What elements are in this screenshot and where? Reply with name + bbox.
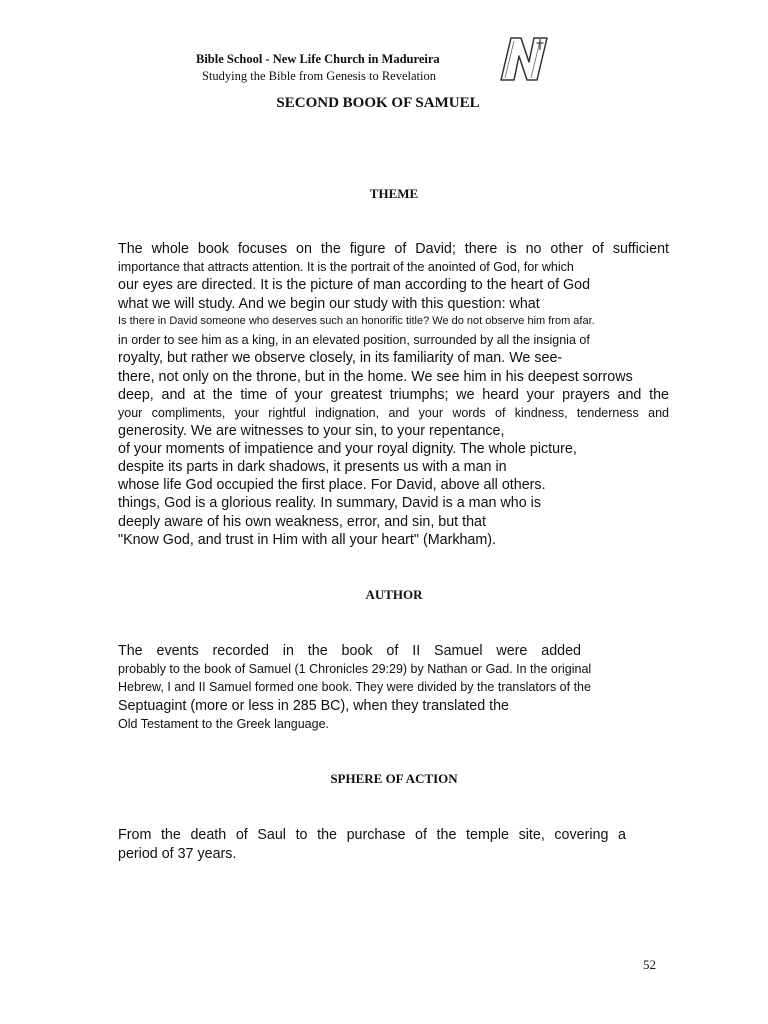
sphere-line: period of 37 years. bbox=[118, 846, 237, 862]
theme-line: things, God is a glorious reality. In summary, David is a man who is bbox=[118, 495, 541, 511]
theme-line: royalty, but rather we observe closely, in its familiarity of man. We see- bbox=[118, 350, 563, 366]
church-logo-icon bbox=[497, 34, 551, 82]
page-number: 52 bbox=[643, 957, 656, 972]
theme-line: deep, and at the time of your greatest triumphs; we heard your prayers and the bbox=[118, 387, 669, 403]
section-heading-sphere-of-action: SPHERE OF ACTION bbox=[330, 771, 458, 786]
header-subtitle: Studying the Bible from Genesis to Revelation bbox=[202, 69, 436, 83]
author-line: Hebrew, I and II Samuel formed one book. They were divided by the translators of the bbox=[118, 680, 591, 694]
author-line: probably to the book of Samuel (1 Chronicles 29:29) by Nathan or Gad. In the original bbox=[118, 662, 592, 676]
theme-line: of your moments of impatience and your royal dignity. The whole picture, bbox=[118, 441, 577, 457]
author-line: Old Testament to the Greek language. bbox=[118, 717, 330, 731]
theme-line: The whole book focuses on the figure of David; there is no other of sufficient bbox=[118, 241, 669, 257]
theme-line: "Know God, and trust in Him with all your heart" (Markham). bbox=[118, 532, 497, 548]
theme-line: there, not only on the throne, but in the home. We see him in his deepest sorrows bbox=[118, 369, 633, 385]
sphere-line: From the death of Saul to the purchase of the temple site, covering a bbox=[118, 827, 626, 843]
theme-line: in order to see him as a king, in an elevated position, surrounded by all the insignia of bbox=[118, 333, 590, 347]
header-title: Bible School - New Life Church in Madureira bbox=[196, 52, 440, 66]
theme-line: your compliments, your rightful indignation, and your words of kindness, tenderness and bbox=[118, 406, 669, 420]
theme-line: generosity. We are witnesses to your sin, to your repentance, bbox=[118, 423, 505, 439]
theme-line: our eyes are directed. It is the picture of man according to the heart of God bbox=[118, 277, 591, 293]
theme-line: Is there in David someone who deserves such an honorific title? We do not observe him from afar. bbox=[118, 315, 595, 327]
theme-line: what we will study. And we begin our study with this question: what bbox=[118, 296, 540, 312]
document-title: SECOND BOOK OF SAMUEL bbox=[276, 95, 480, 111]
theme-line: deeply aware of his own weakness, error, and sin, but that bbox=[118, 514, 486, 530]
section-heading-theme: THEME bbox=[369, 186, 419, 201]
theme-line: whose life God occupied the first place. For David, above all others. bbox=[118, 477, 546, 493]
theme-line: despite its parts in dark shadows, it presents us with a man in bbox=[118, 459, 507, 475]
author-line: The events recorded in the book of II Samuel were added bbox=[118, 643, 581, 659]
section-heading-author: AUTHOR bbox=[365, 587, 423, 602]
theme-line: importance that attracts attention. It is the portrait of the anointed of God, for which bbox=[118, 260, 574, 274]
author-line: Septuagint (more or less in 285 BC), when they translated the bbox=[118, 698, 509, 714]
